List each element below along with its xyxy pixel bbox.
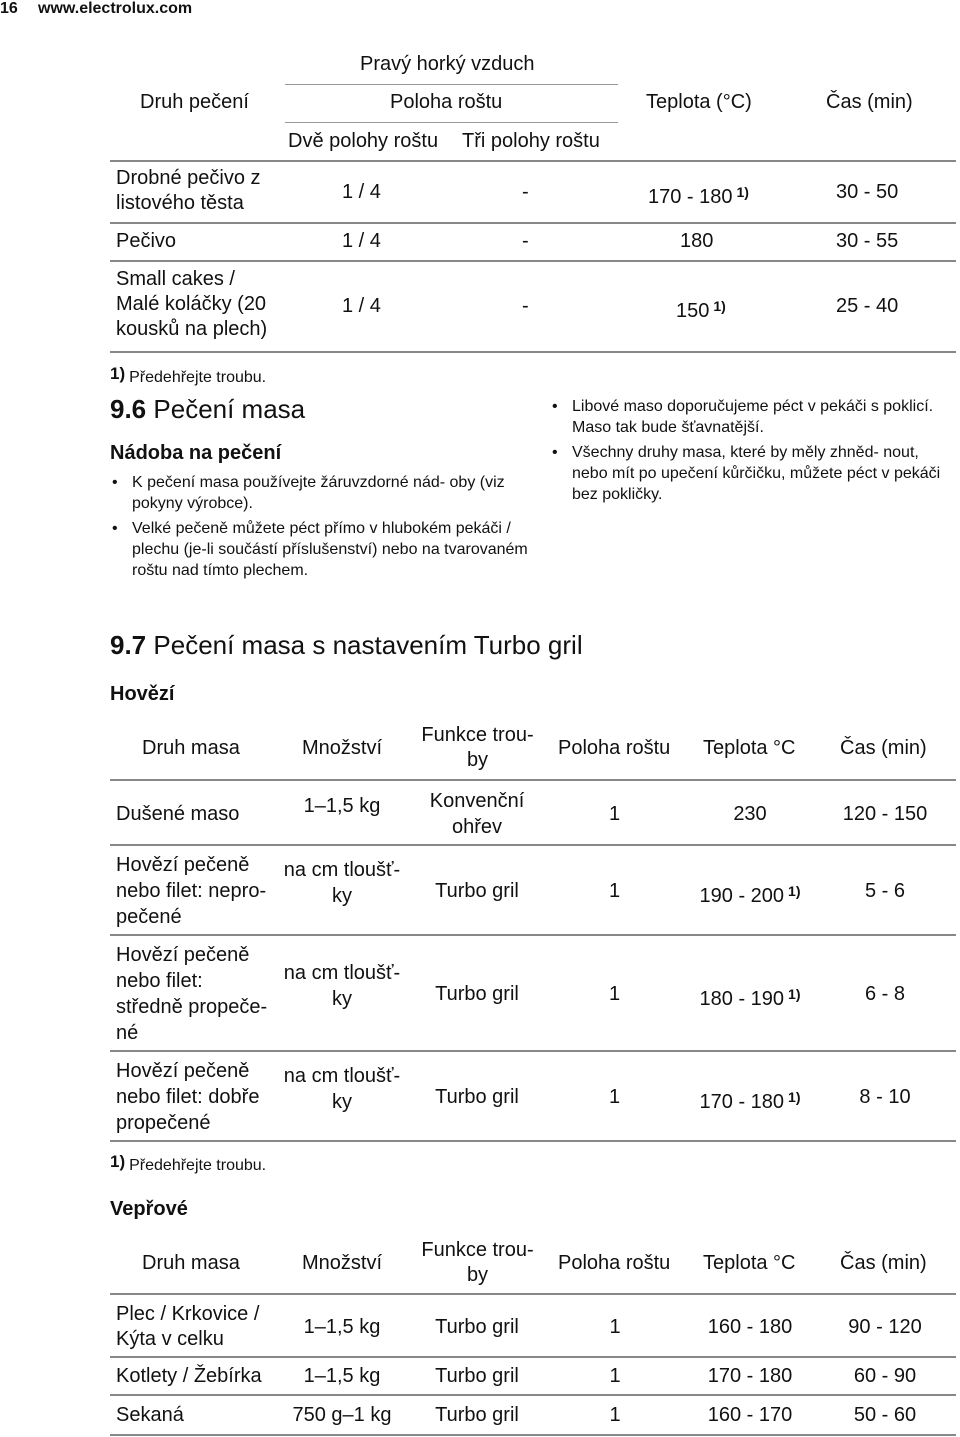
cell-cas: 5 - 6 [864, 880, 906, 902]
col-cas: Čas (min) [840, 737, 927, 759]
cell-teplota: 180 - 190 $^{1)}$ [699, 986, 801, 1010]
page-header [0, 0, 193, 18]
header-rule [110, 160, 956, 162]
col-druh-masa: Druh masa [142, 1252, 240, 1274]
cell-cas: 30 - 55 [836, 230, 899, 252]
cell-funkce: Turbo gril [435, 1086, 519, 1108]
cell-teplota: 180 [680, 230, 714, 252]
subsection-title: Nádoba na pečení [110, 442, 282, 464]
row-rule [110, 1050, 956, 1052]
col-poloha: Poloha roštu [558, 737, 671, 759]
list-item: • Velké pečeně můžete péct přímo v hlubokém pekáči / plechu (je-li součástí příslušenství) nebo na tvarovaném roštu nad tímto plechem. [110, 518, 530, 581]
cell-druh: Hovězí pečeně nebo filet: středně propeče- né [116, 944, 268, 1044]
cell-tri: - [522, 295, 529, 317]
cell-cas: 60 - 90 [853, 1365, 917, 1387]
page-number: 16 [0, 0, 18, 17]
cell-poloha: 1 [609, 1316, 621, 1338]
cell-cas: 8 - 10 [859, 1086, 911, 1108]
cell-mnozstvi: 1–1,5 kg [303, 1316, 381, 1338]
cell-poloha: 1 [609, 803, 621, 825]
cell-mnozstvi: 1–1,5 kg [303, 1365, 381, 1387]
footnote-ref: 1) [713, 298, 726, 314]
cell-teplota: 150 $^{1)}$ [676, 298, 726, 322]
cell-poloha: 1 [609, 1086, 621, 1108]
cell-druh: Hovězí pečeně nebo filet: nepro- pečené [116, 854, 267, 928]
row-name: Small cakes / Malé koláčky (20 kousků na plech) [116, 268, 268, 340]
col-mnozstvi: Množství [302, 1252, 383, 1274]
cell-poloha: 1 [609, 1365, 621, 1387]
list-item: • K pečení masa používejte žáruvzdorné nád- oby (viz pokyny výrobce). [110, 472, 530, 514]
col-funkce: Funkce trou- by [421, 1239, 534, 1286]
row-name: Drobné pečivo z listového těsta [116, 167, 261, 214]
cell-druh: Dušené maso [116, 803, 240, 825]
section-title-9-7: 9.7 Pečení masa s nastavením Turbo gril [110, 630, 583, 660]
cell-tri: - [522, 230, 529, 252]
footnote-ref: 1) [788, 1089, 801, 1105]
cell-funkce: Konvenční ohřev [429, 790, 525, 838]
list-item: • Všechny druhy masa, které by měly zhněd- nout, nebo mít po upečení kůrčičku, můžete péct v pekáči bez pokličky. [550, 442, 945, 505]
col-dve-polohy: Dvě polohy roštu [288, 130, 439, 152]
col-group-pravy-horky-vzduch: Pravý horký vzduch [360, 53, 535, 75]
cell-mnozstvi: na cm tloušť- ky [283, 962, 401, 1010]
cell-dve: 1 / 4 [342, 230, 381, 252]
col-poloha: Poloha roštu [558, 1252, 671, 1274]
cell-teplota: 170 - 180 $^{1)}$ [699, 1089, 801, 1113]
cell-funkce: Turbo gril [435, 1316, 519, 1338]
pork-heading: Vepřové [110, 1198, 188, 1220]
cell-tri: - [522, 181, 529, 203]
cell-teplota: 170 - 180 $^{1)}$ [648, 184, 749, 208]
left-bullet-list [110, 472, 530, 585]
col-tri-polohy: Tři polohy roštu [462, 130, 600, 152]
header-rule [110, 1293, 956, 1295]
row-rule [110, 260, 956, 262]
list-item: • Libové maso doporučujeme péct v pekáči s poklicí. Maso tak bude šťavnatější. [550, 396, 945, 438]
group-rule [285, 84, 618, 85]
header-rule [110, 779, 956, 781]
cell-druh: Hovězí pečeně nebo filet: dobře propečené [116, 1060, 260, 1134]
cell-teplota: 190 - 200 $^{1)}$ [699, 883, 801, 907]
col-teplota: Teplota °C [703, 1252, 796, 1274]
cell-poloha: 1 [609, 983, 621, 1005]
row-rule [110, 1356, 956, 1358]
row-rule [110, 934, 956, 936]
cell-druh: Kotlety / Žebírka [116, 1364, 262, 1387]
row-rule [110, 1434, 956, 1436]
page-url: www.electrolux.com [38, 0, 193, 17]
cell-mnozstvi: 750 g–1 kg [292, 1404, 392, 1426]
subgroup-rule [285, 122, 618, 123]
cell-dve: 1 / 4 [342, 295, 381, 317]
cell-poloha: 1 [609, 1404, 621, 1426]
cell-druh: Plec / Krkovice / Kýta v celku [116, 1303, 260, 1350]
row-rule [110, 222, 956, 224]
cell-cas: 25 - 40 [836, 295, 899, 317]
cell-funkce: Turbo gril [435, 1404, 519, 1426]
cell-cas: 90 - 120 [848, 1316, 922, 1338]
section-title-9-6: 9.6 Pečení masa [110, 394, 306, 424]
cell-teplota: 230 [733, 803, 767, 825]
cell-teplota: 160 - 180 [707, 1316, 793, 1338]
cell-funkce: Turbo gril [435, 880, 519, 902]
cell-dve: 1 / 4 [342, 181, 381, 203]
right-bullet-list [550, 396, 945, 509]
col-mnozstvi: Množství [302, 737, 383, 759]
table-footnote: 1) Předehřejte troubu. [110, 364, 267, 386]
col-funkce: Funkce trou- by [421, 724, 534, 771]
col-druh-peceni: Druh pečení [140, 91, 249, 113]
cell-teplota: 160 - 170 [707, 1404, 793, 1426]
row-name: Pečivo [116, 230, 177, 252]
footnote-ref: 1) [788, 883, 801, 899]
cell-mnozstvi: na cm tloušť- ky [283, 1065, 401, 1113]
col-teplota: Teplota °C [703, 737, 796, 759]
cell-cas: 120 - 150 [842, 803, 928, 825]
cell-mnozstvi: na cm tloušť- ky [283, 859, 401, 907]
row-rule [110, 1140, 956, 1142]
footnote-ref: 1) [788, 986, 801, 1002]
cell-funkce: Turbo gril [435, 1365, 519, 1387]
col-cas: Čas (min) [826, 91, 913, 113]
cell-cas: 30 - 50 [836, 181, 899, 203]
beef-heading: Hovězí [110, 683, 175, 705]
cell-druh: Sekaná [116, 1403, 184, 1426]
col-subgroup-poloha-rostu: Poloha roštu [390, 91, 503, 113]
col-druh-masa: Druh masa [142, 737, 240, 759]
cell-teplota: 170 - 180 [707, 1365, 793, 1387]
footnote-ref: 1) [736, 184, 749, 200]
col-teplota: Teplota (°C) [646, 91, 752, 113]
cell-poloha: 1 [609, 880, 621, 902]
row-rule [110, 844, 956, 846]
cell-mnozstvi: 1–1,5 kg [303, 795, 381, 817]
cell-funkce: Turbo gril [435, 983, 519, 1005]
col-cas: Čas (min) [840, 1252, 927, 1274]
beef-footnote: 1) Předehřejte troubu. [110, 1152, 267, 1174]
cell-cas: 6 - 8 [864, 983, 906, 1005]
table-bottom-rule [110, 351, 956, 353]
row-rule [110, 1394, 956, 1396]
cell-cas: 50 - 60 [853, 1404, 917, 1426]
